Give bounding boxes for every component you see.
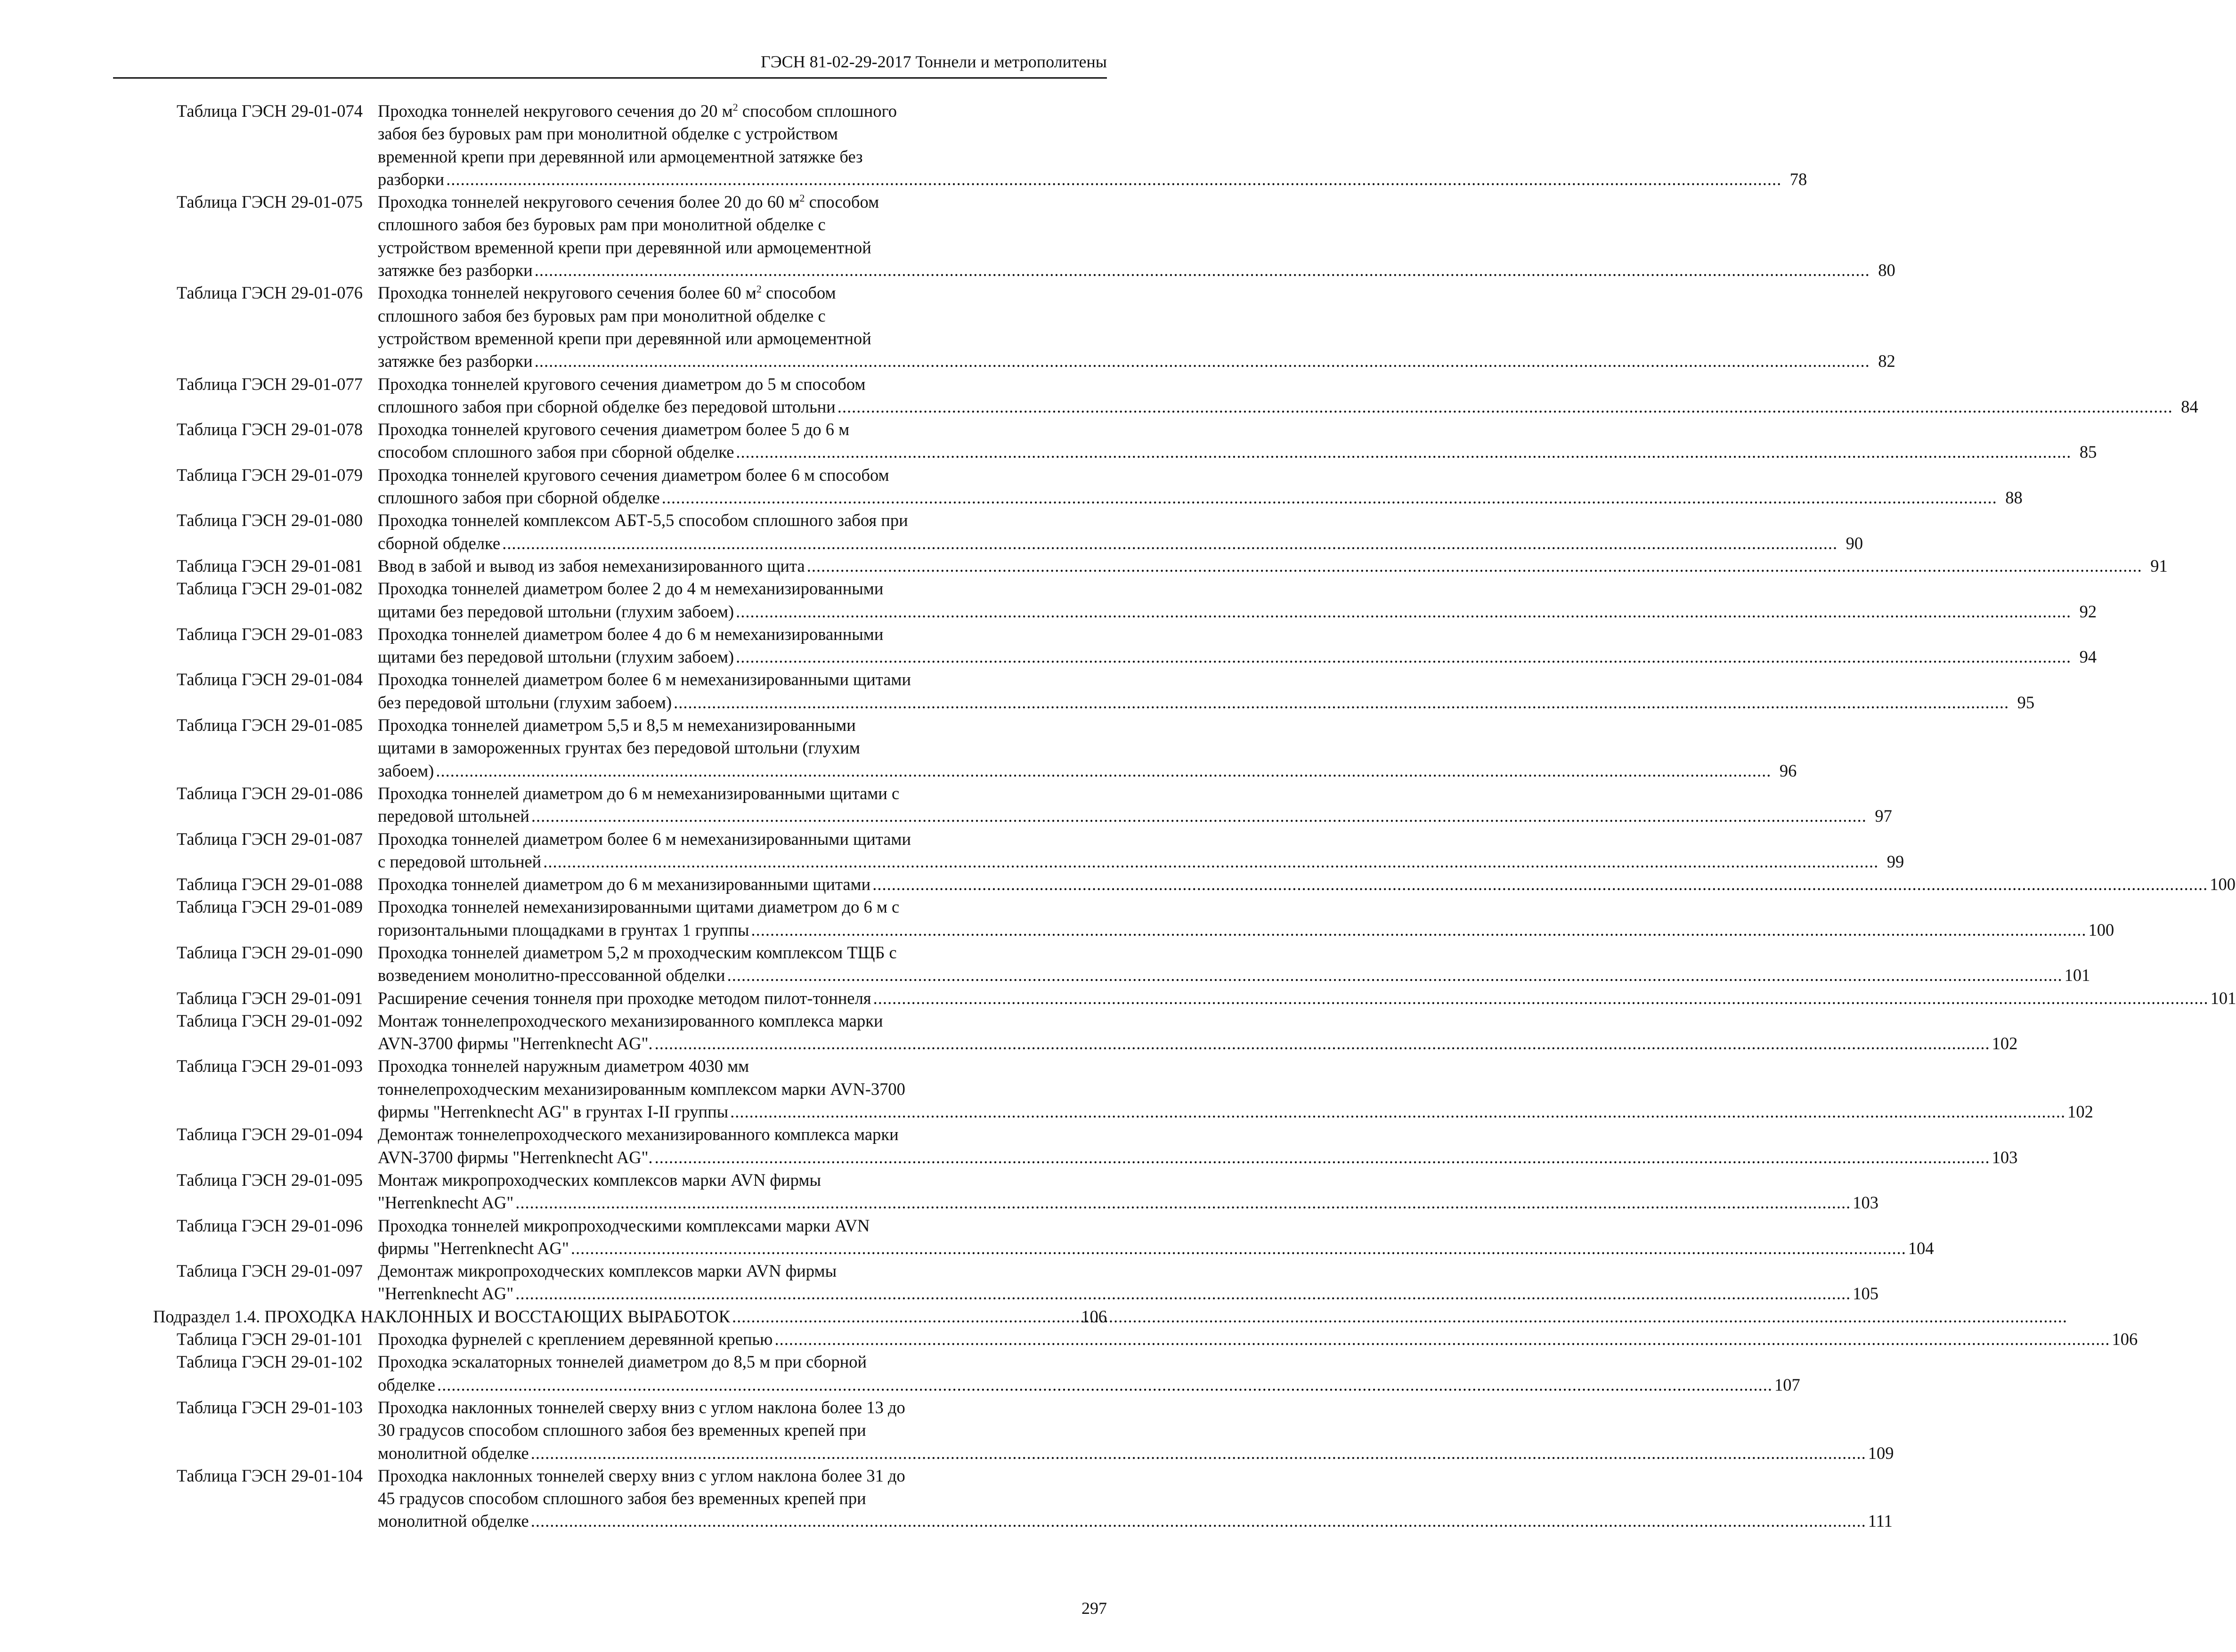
- table-code: Таблица ГЭСН 29-01-104: [177, 1466, 363, 1485]
- table-code: Таблица ГЭСН 29-01-080: [177, 510, 363, 530]
- table-code: Таблица ГЭСН 29-01-088: [177, 875, 363, 894]
- toc-page-number: 88: [2005, 488, 2023, 508]
- entry-title-line: сплошного забоя при сборной обделке без передовой штольни: [378, 397, 836, 416]
- toc-page-number: 111: [1868, 1511, 1893, 1531]
- table-code: Таблица ГЭСН 29-01-078: [177, 420, 363, 439]
- entry-title-line: "Herrenknecht AG": [378, 1284, 514, 1304]
- entry-title: [378, 418, 2097, 464]
- table-code: Таблица ГЭСН 29-01-095: [177, 1170, 363, 1190]
- table-code: Таблица ГЭСН 29-01-084: [177, 670, 363, 689]
- toc-page-number: 96: [1779, 761, 1797, 780]
- entry-title-line: Проходка тоннелей наружным диаметром 4030 мм: [378, 1056, 749, 1076]
- entry-title: [378, 668, 2034, 714]
- toc-entry[interactable]: [113, 1215, 1934, 1260]
- entry-title-line: сплошного забоя при сборной обделке: [378, 488, 660, 508]
- entry-title: [378, 987, 2236, 1010]
- table-code: Таблица ГЭСН 29-01-082: [177, 579, 363, 599]
- dot-leader: [807, 555, 2142, 577]
- toc-entry[interactable]: [113, 1123, 2018, 1169]
- entry-title-line: AVN-3700 фирмы "Herrenknecht AG".: [378, 1147, 653, 1167]
- dot-leader: [674, 691, 2009, 714]
- entry-title-line: Проходка тоннелей некругового сечения более 60 $м^2$ способом: [378, 283, 836, 303]
- dot-leader: [730, 1101, 2065, 1123]
- entry-title: [378, 555, 2168, 577]
- table-code: Таблица ГЭСН 29-01-089: [177, 897, 363, 917]
- page-number: 297: [1081, 1599, 1107, 1618]
- entry-title-line: щитами без передовой штольни (глухим забоем): [378, 601, 734, 621]
- table-code: Таблица ГЭСН 29-01-096: [177, 1215, 363, 1235]
- entry-title-line: Проходка тоннелей диаметром до 6 м механизированными щитами: [378, 875, 871, 894]
- dot-leader: [736, 600, 2071, 623]
- toc-entry[interactable]: [113, 941, 2090, 987]
- toc-page-number: 78: [1789, 169, 1807, 189]
- entry-title-line: монолитной обделке: [378, 1443, 529, 1463]
- dot-leader: [837, 396, 2173, 418]
- section-title: Подраздел 1.4. ПРОХОДКА НАКЛОННЫХ И ВОССТАЮЩИХ ВЫРАБОТОК: [153, 1306, 731, 1326]
- dot-leader: [873, 987, 2209, 1010]
- entry-title-line: 30 градусов способом сплошного забоя без временных крепей при: [378, 1420, 866, 1440]
- entry-title: [378, 1328, 2138, 1351]
- entry-title-line: с передовой штольней: [378, 851, 542, 871]
- dot-leader: [531, 1510, 1866, 1532]
- entry-title-line: обделке: [378, 1375, 435, 1394]
- table-code: Таблица ГЭСН 29-01-075: [177, 192, 363, 212]
- entry-title: [378, 1010, 2017, 1055]
- dot-leader: [727, 964, 2063, 987]
- entry-title: [378, 282, 1895, 373]
- table-of-contents: [113, 100, 2236, 1533]
- toc-page-number: 106: [1081, 1306, 1107, 1326]
- dot-leader: [515, 1282, 1851, 1305]
- toc-page-number: 102: [1992, 1034, 2018, 1053]
- dot-leader: [872, 873, 2208, 896]
- entry-title-line: устройством временной крепи при деревянной или армоцементной: [378, 237, 871, 257]
- toc-entry[interactable]: [113, 714, 1797, 782]
- entry-title-line: Проходка тоннелей диаметром до 6 м немеханизированными щитами с: [378, 783, 900, 803]
- toc-page-number: 106: [2112, 1329, 2138, 1349]
- dot-leader: [531, 805, 1867, 827]
- entry-title-line: Проходка наклонных тоннелей сверху вниз с углом наклона более 13 до: [378, 1397, 905, 1417]
- entry-title-line: возведением монолитно-прессованной обделки: [378, 965, 725, 985]
- entry-title-line: Расширение сечения тоннеля при проходке методом пилот-тоннеля: [378, 988, 871, 1008]
- dot-leader: [774, 1328, 2110, 1351]
- entry-title-line: разборки: [378, 169, 445, 189]
- entry-title-line: щитами без передовой штольни (глухим забоем): [378, 647, 734, 667]
- entry-title-line: Проходка тоннелей немеханизированными щитами диаметром до 6 м с: [378, 897, 900, 917]
- entry-title: [378, 1396, 1894, 1465]
- toc-page-number: 100: [2088, 920, 2114, 939]
- entry-title-line: устройством временной крепи при деревянной или армоцементной: [378, 328, 871, 348]
- toc-page-number: 90: [1846, 533, 1863, 553]
- entry-title-line: затяжке без разборки: [378, 260, 533, 280]
- toc-entry[interactable]: [113, 1396, 1894, 1465]
- dot-leader: [732, 1305, 1079, 1328]
- entry-title: [378, 941, 2090, 987]
- entry-title-line: фирмы "Herrenknecht AG" в грунтах I-II группы: [378, 1102, 729, 1122]
- toc-entry[interactable]: [113, 1260, 1878, 1305]
- entry-title-line: монолитной обделке: [378, 1511, 529, 1531]
- entry-title: [378, 509, 1863, 555]
- toc-entry[interactable]: [113, 1055, 2093, 1123]
- entry-title-line: Проходка тоннелей диаметром 5,5 и 8,5 м немеханизированными: [378, 715, 856, 735]
- table-code: Таблица ГЭСН 29-01-094: [177, 1125, 363, 1144]
- dot-leader: [502, 532, 1838, 555]
- entry-title-line: "Herrenknecht AG": [378, 1193, 514, 1213]
- toc-entry[interactable]: [113, 509, 1863, 555]
- dot-leader: [543, 850, 1878, 873]
- toc-page-number: 107: [1774, 1375, 1800, 1394]
- entry-title-line: Проходка тоннелей микропроходческими комплексами марки AVN: [378, 1215, 870, 1235]
- toc-section-heading[interactable]: [113, 1305, 1107, 1328]
- entry-title-line: Проходка тоннелей кругового сечения диаметром более 6 м способом: [378, 465, 889, 485]
- toc-entry[interactable]: [113, 1351, 1800, 1396]
- dot-leader: [571, 1237, 1906, 1260]
- entry-title-line: Проходка тоннелей кругового сечения диаметром более 5 до 6 м: [378, 420, 850, 439]
- toc-entry[interactable]: [113, 873, 2236, 896]
- entry-title-line: Проходка эскалаторных тоннелей диаметром до 8,5 м при сборной: [378, 1352, 867, 1372]
- toc-page-number: 102: [2067, 1102, 2093, 1122]
- entry-title-line: Проходка фурнелей с креплением деревянной крепью: [378, 1329, 773, 1349]
- entry-title-line: Проходка наклонных тоннелей сверху вниз с углом наклона более 31 до: [378, 1466, 905, 1485]
- toc-entry[interactable]: [113, 373, 2198, 419]
- dot-leader: [535, 259, 1870, 282]
- toc-page-number: 103: [1853, 1193, 1878, 1213]
- entry-title-line: Проходка тоннелей диаметром более 4 до 6 м немеханизированными: [378, 624, 884, 644]
- entry-title-line: 45 градусов способом сплошного забоя без временных крепей при: [378, 1489, 866, 1508]
- toc-entry[interactable]: [113, 896, 2114, 941]
- entry-title-line: горизонтальными площадками в грунтах 1 группы: [378, 920, 749, 939]
- entry-title: [378, 714, 1797, 782]
- entry-title-line: Проходка тоннелей комплексом АБТ-5,5 способом сплошного забоя при: [378, 510, 908, 530]
- entry-title: [378, 782, 1892, 828]
- entry-title-line: Ввод в забой и вывод из забоя немеханизированного щита: [378, 556, 805, 575]
- toc-entry[interactable]: [113, 1328, 2138, 1351]
- toc-entry[interactable]: [113, 464, 2023, 510]
- toc-entry[interactable]: [113, 987, 2236, 1010]
- dot-leader: [436, 760, 1771, 782]
- table-code: Таблица ГЭСН 29-01-091: [177, 988, 363, 1008]
- entry-title-line: Демонтаж тоннелепроходческого механизированного комплекса марки: [378, 1125, 899, 1144]
- toc-entry[interactable]: [113, 782, 1892, 828]
- entry-title-line: сплошного забоя без буровых рам при монолитной обделке с: [378, 306, 826, 325]
- dot-leader: [662, 486, 1997, 509]
- entry-title: [378, 1055, 2093, 1123]
- toc-page-number: 94: [2079, 647, 2097, 667]
- toc-page-number: 103: [1992, 1147, 2018, 1167]
- entry-title: [378, 1260, 1878, 1305]
- toc-entry[interactable]: [113, 828, 1904, 874]
- entry-title-line: Проходка тоннелей кругового сечения диаметром до 5 м способом: [378, 374, 866, 394]
- table-code: Таблица ГЭСН 29-01-074: [177, 101, 363, 121]
- entry-title-line: тоннелепроходческим механизированным комплексом марки AVN-3700: [378, 1079, 905, 1099]
- entry-title: [378, 1169, 1878, 1215]
- running-header: ГЭСН 81-02-29-2017 Тоннели и метрополитены: [761, 52, 1107, 71]
- entry-title: [378, 828, 1904, 874]
- entry-title: [378, 577, 2097, 623]
- toc-page-number: 104: [1908, 1238, 1934, 1258]
- dot-leader: [655, 1032, 1990, 1055]
- toc-entry[interactable]: [113, 418, 2097, 464]
- table-code: Таблица ГЭСН 29-01-093: [177, 1056, 363, 1076]
- toc-page-number: 80: [1878, 260, 1895, 280]
- entry-title-line: Проходка тоннелей диаметром 5,2 м проходческим комплексом ТЩБ с: [378, 942, 897, 962]
- dot-leader: [446, 168, 1781, 191]
- entry-title: [378, 1351, 1800, 1396]
- table-code: Таблица ГЭСН 29-01-086: [177, 783, 363, 803]
- dot-leader: [531, 1442, 1866, 1465]
- toc-page-number: 95: [2017, 692, 2035, 712]
- entry-title-line: фирмы "Herrenknecht AG": [378, 1238, 569, 1258]
- dot-leader: [736, 646, 2071, 668]
- toc-page-number: 109: [1868, 1443, 1894, 1463]
- table-code: Таблица ГЭСН 29-01-087: [177, 829, 363, 849]
- entry-title: [378, 100, 1807, 191]
- dot-leader: [751, 919, 2087, 941]
- toc-entry[interactable]: [113, 668, 2035, 714]
- dot-leader: [515, 1191, 1851, 1214]
- entry-title: [378, 896, 2114, 941]
- entry-title-line: Проходка тоннелей диаметром более 2 до 4 м немеханизированными: [378, 579, 884, 599]
- entry-title-line: Проходка тоннелей некругового сечения более 20 до 60 $м^2$ способом: [378, 192, 879, 212]
- toc-page-number: 97: [1875, 806, 1892, 826]
- entry-title: [378, 1465, 1893, 1533]
- table-code: Таблица ГЭСН 29-01-077: [177, 374, 363, 394]
- entry-title-line: сплошного забоя без буровых рам при монолитной обделке с: [378, 215, 826, 235]
- table-code: Таблица ГЭСН 29-01-097: [177, 1261, 363, 1281]
- table-code: Таблица ГЭСН 29-01-092: [177, 1011, 363, 1030]
- entry-title-line: Монтаж тоннелепроходческого механизированного комплекса марки: [378, 1011, 883, 1030]
- toc-entry[interactable]: [113, 1465, 1893, 1533]
- toc-page-number: 92: [2079, 601, 2097, 621]
- toc-page-number: 105: [1853, 1284, 1878, 1304]
- table-code: Таблица ГЭСН 29-01-102: [177, 1352, 363, 1372]
- toc-page-number: 100: [2210, 875, 2236, 894]
- table-code: Таблица ГЭСН 29-01-103: [177, 1397, 363, 1417]
- table-code: Таблица ГЭСН 29-01-076: [177, 283, 363, 303]
- toc-entry[interactable]: [113, 100, 1807, 191]
- table-code: Таблица ГЭСН 29-01-101: [177, 1329, 363, 1349]
- entry-title-line: щитами в замороженных грунтах без передовой штольни (глухим: [378, 738, 861, 758]
- entry-title-line: Проходка тоннелей диаметром более 6 м немеханизированными щитами: [378, 829, 911, 849]
- toc-entry[interactable]: [113, 577, 2097, 623]
- entry-title-line: забоем): [378, 761, 434, 780]
- entry-title-line: временной крепи при деревянной или армоцементной затяжке без: [378, 146, 863, 166]
- entry-title: [378, 873, 2236, 896]
- entry-title-line: без передовой штольни (глухим забоем): [378, 692, 672, 712]
- toc-entry[interactable]: [113, 191, 1895, 282]
- table-code: Таблица ГЭСН 29-01-090: [177, 942, 363, 962]
- dot-leader: [655, 1146, 1990, 1169]
- entry-title: [378, 623, 2097, 669]
- entry-title-line: AVN-3700 фирмы "Herrenknecht AG".: [378, 1034, 653, 1053]
- entry-title: [378, 464, 2023, 510]
- dot-leader: [437, 1374, 1773, 1396]
- entry-title: [378, 1215, 1934, 1260]
- entry-title-line: передовой штольней: [378, 806, 529, 826]
- entry-title-line: затяжке без разборки: [378, 351, 533, 371]
- table-code: Таблица ГЭСН 29-01-079: [177, 465, 363, 485]
- entry-title-line: Проходка тоннелей некругового сечения до 20 $м^2$ способом сплошного: [378, 101, 897, 121]
- toc-page-number: 91: [2150, 556, 2168, 575]
- toc-page-number: 101: [2064, 965, 2090, 985]
- toc-entry[interactable]: [113, 623, 2097, 669]
- entry-title: [378, 1123, 2017, 1169]
- table-code: Таблица ГЭСН 29-01-081: [177, 556, 363, 575]
- toc-page-number: 101: [2210, 988, 2236, 1008]
- toc-entry[interactable]: [113, 1010, 2018, 1055]
- entry-title-line: Монтаж микропроходческих комплексов марки AVN фирмы: [378, 1170, 821, 1190]
- entry-title-line: способом сплошного забоя при сборной обделке: [378, 442, 734, 462]
- toc-entry[interactable]: [113, 282, 1895, 373]
- toc-entry[interactable]: [113, 1169, 1878, 1215]
- toc-page-number: 84: [2181, 397, 2198, 416]
- entry-title-line: сборной обделке: [378, 533, 501, 553]
- entry-title-line: Демонтаж микропроходческих комплексов марки AVN фирмы: [378, 1261, 837, 1281]
- entry-title: [378, 373, 2198, 419]
- header-rule: [113, 77, 1107, 79]
- toc-entry[interactable]: [113, 555, 2168, 577]
- entry-title: [378, 191, 1895, 282]
- entry-title-line: забоя без буровых рам при монолитной обделке с устройством: [378, 124, 838, 144]
- toc-page-number: 99: [1886, 851, 1904, 871]
- entry-title-line: Проходка тоннелей диаметром более 6 м немеханизированными щитами: [378, 670, 911, 689]
- toc-page-number: 85: [2079, 442, 2097, 462]
- dot-leader: [736, 441, 2071, 463]
- table-code: Таблица ГЭСН 29-01-083: [177, 624, 363, 644]
- toc-page-number: 82: [1878, 351, 1895, 371]
- dot-leader: [535, 350, 1870, 373]
- table-code: Таблица ГЭСН 29-01-085: [177, 715, 363, 735]
